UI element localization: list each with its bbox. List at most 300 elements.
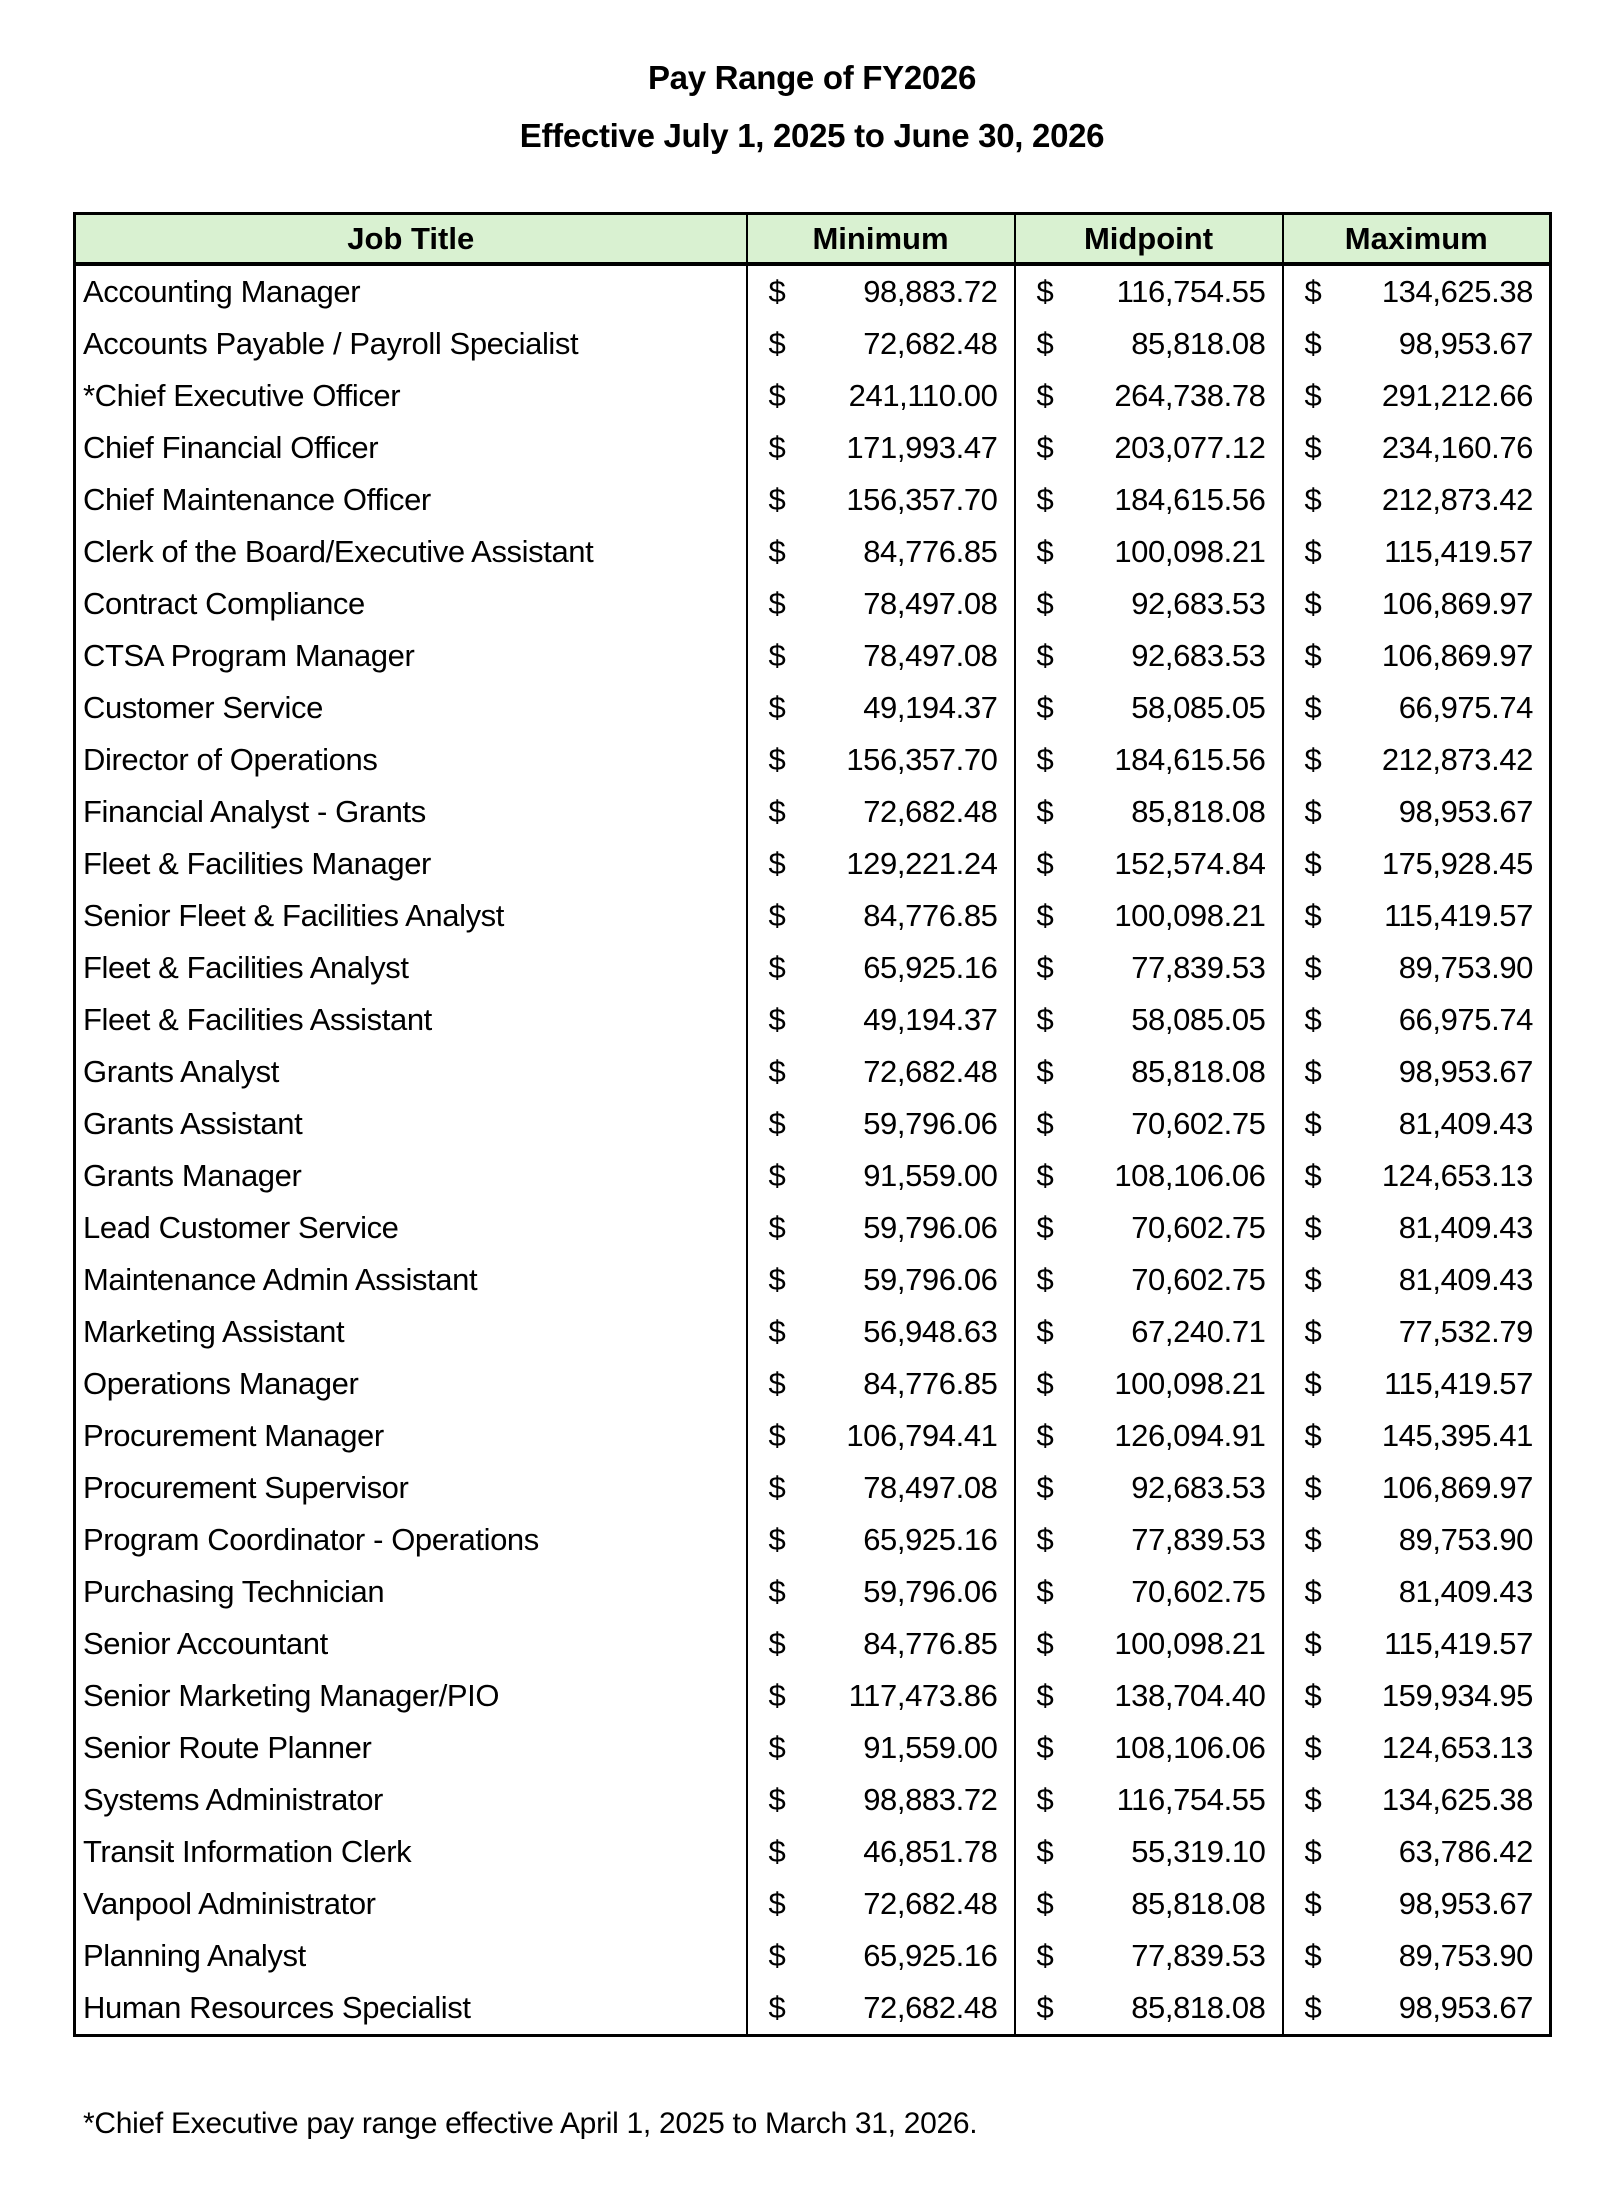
job-title-cell: Purchasing Technician (75, 1566, 747, 1618)
maximum-cell (1283, 890, 1551, 942)
currency-symbol: $ (1304, 482, 1322, 517)
currency-symbol: $ (1036, 274, 1054, 309)
maximum-amount: 234,160.76 (1381, 430, 1533, 465)
maximum-cell (1283, 264, 1551, 318)
job-title-cell: Vanpool Administrator (75, 1878, 747, 1930)
currency-symbol: $ (1304, 690, 1322, 725)
minimum-cell (747, 734, 1015, 786)
table-row (75, 994, 1551, 1046)
midpoint-amount: 264,738.78 (1114, 378, 1266, 413)
table-row (75, 422, 1551, 474)
midpoint-amount: 184,615.56 (1114, 482, 1266, 517)
table-row (75, 1878, 1551, 1930)
maximum-cell (1283, 1150, 1551, 1202)
footnote: *Chief Executive pay range effective April 1, 2025 to March 31, 2026. (83, 2107, 978, 2140)
currency-symbol: $ (1036, 1002, 1054, 1037)
maximum-amount: 98,953.67 (1398, 1054, 1533, 1089)
currency-symbol: $ (768, 534, 786, 569)
currency-symbol: $ (768, 1002, 786, 1037)
table-row (75, 318, 1551, 370)
currency-symbol: $ (1036, 1314, 1054, 1349)
maximum-amount: 98,953.67 (1398, 1886, 1533, 1921)
currency-symbol: $ (1036, 1470, 1054, 1505)
job-title-cell: Grants Assistant (75, 1098, 747, 1150)
currency-symbol: $ (1036, 482, 1054, 517)
maximum-cell (1283, 1358, 1551, 1410)
maximum-cell (1283, 1514, 1551, 1566)
midpoint-cell (1015, 890, 1283, 942)
midpoint-amount: 138,704.40 (1114, 1678, 1266, 1713)
currency-symbol: $ (1036, 1262, 1054, 1297)
job-title-cell: Senior Fleet & Facilities Analyst (75, 890, 747, 942)
currency-symbol: $ (768, 742, 786, 777)
currency-symbol: $ (1036, 1834, 1054, 1869)
table-row (75, 370, 1551, 422)
table-row (75, 1670, 1551, 1722)
currency-symbol: $ (1036, 326, 1054, 361)
midpoint-amount: 85,818.08 (1131, 1990, 1266, 2025)
maximum-cell (1283, 734, 1551, 786)
currency-symbol: $ (1304, 534, 1322, 569)
currency-symbol: $ (1304, 1470, 1322, 1505)
maximum-cell (1283, 1826, 1551, 1878)
maximum-cell (1283, 1410, 1551, 1462)
minimum-amount: 91,559.00 (863, 1730, 998, 1765)
minimum-cell (747, 1202, 1015, 1254)
job-title-cell: Transit Information Clerk (75, 1826, 747, 1878)
currency-symbol: $ (768, 846, 786, 881)
table-row (75, 1306, 1551, 1358)
currency-symbol: $ (1036, 1366, 1054, 1401)
currency-symbol: $ (1304, 1574, 1322, 1609)
minimum-cell (747, 1670, 1015, 1722)
job-title-cell: Marketing Assistant (75, 1306, 747, 1358)
minimum-cell (747, 994, 1015, 1046)
job-title-cell: Senior Accountant (75, 1618, 747, 1670)
maximum-cell (1283, 1566, 1551, 1618)
midpoint-cell (1015, 994, 1283, 1046)
maximum-amount: 175,928.45 (1381, 846, 1533, 881)
table-header-row (75, 214, 1551, 265)
maximum-amount: 159,934.95 (1381, 1678, 1533, 1713)
job-title-cell: *Chief Executive Officer (75, 370, 747, 422)
minimum-amount: 46,851.78 (863, 1834, 998, 1869)
minimum-cell (747, 630, 1015, 682)
maximum-amount: 106,869.97 (1381, 586, 1533, 621)
currency-symbol: $ (768, 1470, 786, 1505)
table-row (75, 1254, 1551, 1306)
currency-symbol: $ (1036, 950, 1054, 985)
currency-symbol: $ (1304, 1782, 1322, 1817)
midpoint-cell (1015, 1514, 1283, 1566)
currency-symbol: $ (1036, 1626, 1054, 1661)
midpoint-cell (1015, 1722, 1283, 1774)
currency-symbol: $ (768, 586, 786, 621)
currency-symbol: $ (1304, 1054, 1322, 1089)
pay-range-table (73, 212, 1552, 2037)
currency-symbol: $ (768, 1730, 786, 1765)
minimum-cell (747, 1462, 1015, 1514)
currency-symbol: $ (1304, 1418, 1322, 1453)
maximum-cell (1283, 1878, 1551, 1930)
currency-symbol: $ (768, 1782, 786, 1817)
midpoint-amount: 70,602.75 (1131, 1574, 1266, 1609)
maximum-amount: 115,419.57 (1384, 1626, 1533, 1661)
minimum-amount: 98,883.72 (863, 274, 998, 309)
midpoint-cell (1015, 786, 1283, 838)
currency-symbol: $ (1036, 1210, 1054, 1245)
midpoint-amount: 100,098.21 (1114, 1626, 1266, 1661)
currency-symbol: $ (1304, 1366, 1322, 1401)
midpoint-amount: 67,240.71 (1131, 1314, 1266, 1349)
currency-symbol: $ (1304, 1002, 1322, 1037)
currency-symbol: $ (1304, 1210, 1322, 1245)
minimum-amount: 72,682.48 (863, 794, 998, 829)
midpoint-amount: 152,574.84 (1114, 846, 1266, 881)
maximum-cell (1283, 1306, 1551, 1358)
midpoint-cell (1015, 630, 1283, 682)
minimum-amount: 78,497.08 (863, 586, 998, 621)
minimum-cell (747, 1046, 1015, 1098)
header-minimum: Minimum (747, 214, 1015, 265)
currency-symbol: $ (768, 638, 786, 673)
table-row (75, 1826, 1551, 1878)
minimum-cell (747, 474, 1015, 526)
table-row (75, 630, 1551, 682)
currency-symbol: $ (1304, 1314, 1322, 1349)
minimum-cell (747, 1982, 1015, 2036)
midpoint-amount: 85,818.08 (1131, 1886, 1266, 1921)
maximum-amount: 98,953.67 (1398, 326, 1533, 361)
maximum-amount: 89,753.90 (1398, 1938, 1533, 1973)
minimum-amount: 49,194.37 (863, 1002, 998, 1037)
currency-symbol: $ (1304, 1262, 1322, 1297)
minimum-cell (747, 1254, 1015, 1306)
table-row (75, 1566, 1551, 1618)
maximum-cell (1283, 1722, 1551, 1774)
minimum-cell (747, 1358, 1015, 1410)
job-title-cell: Systems Administrator (75, 1774, 747, 1826)
midpoint-amount: 116,754.55 (1116, 1782, 1266, 1817)
currency-symbol: $ (1036, 794, 1054, 829)
currency-symbol: $ (768, 1210, 786, 1245)
currency-symbol: $ (1304, 586, 1322, 621)
currency-symbol: $ (768, 1158, 786, 1193)
minimum-cell (747, 1878, 1015, 1930)
maximum-amount: 77,532.79 (1398, 1314, 1533, 1349)
minimum-amount: 129,221.24 (846, 846, 998, 881)
job-title-cell: CTSA Program Manager (75, 630, 747, 682)
currency-symbol: $ (768, 274, 786, 309)
minimum-amount: 241,110.00 (848, 378, 998, 413)
midpoint-cell (1015, 838, 1283, 890)
maximum-amount: 98,953.67 (1398, 794, 1533, 829)
midpoint-amount: 108,106.06 (1114, 1158, 1266, 1193)
currency-symbol: $ (1304, 1990, 1322, 2025)
currency-symbol: $ (1036, 742, 1054, 777)
job-title-cell: Contract Compliance (75, 578, 747, 630)
maximum-cell (1283, 318, 1551, 370)
midpoint-cell (1015, 474, 1283, 526)
table-row (75, 734, 1551, 786)
midpoint-cell (1015, 422, 1283, 474)
currency-symbol: $ (1304, 846, 1322, 881)
currency-symbol: $ (768, 1678, 786, 1713)
table-row (75, 1098, 1551, 1150)
table-row (75, 1410, 1551, 1462)
table-row (75, 1722, 1551, 1774)
currency-symbol: $ (768, 1106, 786, 1141)
midpoint-amount: 58,085.05 (1131, 1002, 1266, 1037)
midpoint-cell (1015, 526, 1283, 578)
minimum-cell (747, 1514, 1015, 1566)
midpoint-cell (1015, 1150, 1283, 1202)
minimum-amount: 49,194.37 (863, 690, 998, 725)
minimum-amount: 59,796.06 (863, 1210, 998, 1245)
currency-symbol: $ (768, 1834, 786, 1869)
header-midpoint: Midpoint (1015, 214, 1283, 265)
midpoint-cell (1015, 1202, 1283, 1254)
minimum-cell (747, 1930, 1015, 1982)
minimum-cell (747, 942, 1015, 994)
maximum-amount: 106,869.97 (1381, 638, 1533, 673)
minimum-cell (747, 264, 1015, 318)
job-title-cell: Maintenance Admin Assistant (75, 1254, 747, 1306)
maximum-amount: 89,753.90 (1398, 1522, 1533, 1557)
currency-symbol: $ (768, 898, 786, 933)
minimum-amount: 84,776.85 (863, 898, 998, 933)
maximum-cell (1283, 630, 1551, 682)
currency-symbol: $ (1304, 1730, 1322, 1765)
minimum-amount: 106,794.41 (846, 1418, 998, 1453)
midpoint-amount: 77,839.53 (1131, 1522, 1266, 1557)
currency-symbol: $ (768, 326, 786, 361)
job-title-cell: Financial Analyst - Grants (75, 786, 747, 838)
midpoint-amount: 100,098.21 (1114, 1366, 1266, 1401)
midpoint-cell (1015, 1618, 1283, 1670)
midpoint-cell (1015, 1254, 1283, 1306)
currency-symbol: $ (768, 1262, 786, 1297)
maximum-amount: 81,409.43 (1398, 1106, 1533, 1141)
table-row (75, 1358, 1551, 1410)
table-row (75, 1462, 1551, 1514)
maximum-amount: 134,625.38 (1381, 274, 1533, 309)
job-title-cell: Senior Route Planner (75, 1722, 747, 1774)
maximum-cell (1283, 682, 1551, 734)
midpoint-amount: 70,602.75 (1131, 1262, 1266, 1297)
table-row (75, 1618, 1551, 1670)
midpoint-cell (1015, 1982, 1283, 2036)
minimum-cell (747, 1826, 1015, 1878)
job-title-cell: Fleet & Facilities Analyst (75, 942, 747, 994)
currency-symbol: $ (1036, 846, 1054, 881)
midpoint-amount: 70,602.75 (1131, 1210, 1266, 1245)
job-title-cell: Fleet & Facilities Assistant (75, 994, 747, 1046)
currency-symbol: $ (1036, 1782, 1054, 1817)
minimum-amount: 72,682.48 (863, 1990, 998, 2025)
midpoint-cell (1015, 1462, 1283, 1514)
currency-symbol: $ (1036, 1886, 1054, 1921)
midpoint-amount: 100,098.21 (1114, 898, 1266, 933)
maximum-cell (1283, 1254, 1551, 1306)
midpoint-cell (1015, 1098, 1283, 1150)
currency-symbol: $ (1036, 1938, 1054, 1973)
maximum-cell (1283, 474, 1551, 526)
midpoint-cell (1015, 1410, 1283, 1462)
midpoint-amount: 77,839.53 (1131, 950, 1266, 985)
document-subtitle: Effective July 1, 2025 to June 30, 2026 (519, 117, 1105, 154)
currency-symbol: $ (768, 1574, 786, 1609)
maximum-cell (1283, 838, 1551, 890)
table-row (75, 890, 1551, 942)
currency-symbol: $ (1036, 430, 1054, 465)
minimum-cell (747, 682, 1015, 734)
currency-symbol: $ (1304, 1938, 1322, 1973)
maximum-cell (1283, 526, 1551, 578)
midpoint-amount: 85,818.08 (1131, 326, 1266, 361)
table-row (75, 1930, 1551, 1982)
minimum-amount: 72,682.48 (863, 1886, 998, 1921)
minimum-cell (747, 1566, 1015, 1618)
table-row (75, 942, 1551, 994)
maximum-cell (1283, 1098, 1551, 1150)
midpoint-cell (1015, 1826, 1283, 1878)
table-row (75, 578, 1551, 630)
currency-symbol: $ (1304, 378, 1322, 413)
table-row (75, 1202, 1551, 1254)
currency-symbol: $ (1304, 430, 1322, 465)
minimum-cell (747, 1306, 1015, 1358)
maximum-cell (1283, 422, 1551, 474)
maximum-amount: 115,419.57 (1384, 1366, 1533, 1401)
maximum-cell (1283, 578, 1551, 630)
minimum-cell (747, 786, 1015, 838)
midpoint-cell (1015, 1878, 1283, 1930)
currency-symbol: $ (1304, 326, 1322, 361)
minimum-amount: 65,925.16 (863, 1522, 998, 1557)
minimum-amount: 78,497.08 (863, 1470, 998, 1505)
currency-symbol: $ (1036, 1054, 1054, 1089)
midpoint-amount: 58,085.05 (1131, 690, 1266, 725)
currency-symbol: $ (1036, 1106, 1054, 1141)
table-row (75, 1514, 1551, 1566)
maximum-amount: 98,953.67 (1398, 1990, 1533, 2025)
currency-symbol: $ (1304, 950, 1322, 985)
minimum-amount: 72,682.48 (863, 326, 998, 361)
currency-symbol: $ (768, 794, 786, 829)
midpoint-amount: 77,839.53 (1131, 1938, 1266, 1973)
minimum-amount: 65,925.16 (863, 950, 998, 985)
maximum-cell (1283, 1462, 1551, 1514)
maximum-amount: 63,786.42 (1398, 1834, 1533, 1869)
currency-symbol: $ (1304, 1678, 1322, 1713)
midpoint-cell (1015, 734, 1283, 786)
currency-symbol: $ (1036, 378, 1054, 413)
currency-symbol: $ (768, 1522, 786, 1557)
midpoint-cell (1015, 370, 1283, 422)
currency-symbol: $ (1036, 586, 1054, 621)
minimum-amount: 84,776.85 (863, 534, 998, 569)
midpoint-cell (1015, 1358, 1283, 1410)
midpoint-cell (1015, 1306, 1283, 1358)
maximum-cell (1283, 994, 1551, 1046)
maximum-cell (1283, 786, 1551, 838)
table-row (75, 786, 1551, 838)
job-title-cell: Customer Service (75, 682, 747, 734)
job-title-cell: Accounts Payable / Payroll Specialist (75, 318, 747, 370)
table-row (75, 1150, 1551, 1202)
maximum-cell (1283, 1930, 1551, 1982)
maximum-amount: 81,409.43 (1398, 1210, 1533, 1245)
job-title-cell: Director of Operations (75, 734, 747, 786)
table-row (75, 1982, 1551, 2036)
minimum-cell (747, 422, 1015, 474)
midpoint-cell (1015, 1566, 1283, 1618)
job-title-cell: Chief Maintenance Officer (75, 474, 747, 526)
midpoint-cell (1015, 578, 1283, 630)
minimum-cell (747, 1150, 1015, 1202)
job-title-cell: Accounting Manager (75, 264, 747, 318)
job-title-cell: Clerk of the Board/Executive Assistant (75, 526, 747, 578)
minimum-amount: 117,473.86 (848, 1678, 998, 1713)
currency-symbol: $ (1304, 1834, 1322, 1869)
currency-symbol: $ (1036, 1418, 1054, 1453)
job-title-cell: Operations Manager (75, 1358, 747, 1410)
minimum-amount: 156,357.70 (846, 482, 998, 517)
midpoint-amount: 92,683.53 (1131, 586, 1266, 621)
minimum-cell (747, 1410, 1015, 1462)
minimum-amount: 91,559.00 (863, 1158, 998, 1193)
currency-symbol: $ (768, 1366, 786, 1401)
minimum-cell (747, 578, 1015, 630)
currency-symbol: $ (1036, 1990, 1054, 2025)
table-row (75, 1774, 1551, 1826)
midpoint-cell (1015, 682, 1283, 734)
minimum-amount: 156,357.70 (846, 742, 998, 777)
maximum-amount: 115,419.57 (1384, 534, 1533, 569)
maximum-cell (1283, 942, 1551, 994)
midpoint-amount: 85,818.08 (1131, 794, 1266, 829)
currency-symbol: $ (1304, 742, 1322, 777)
minimum-amount: 84,776.85 (863, 1626, 998, 1661)
currency-symbol: $ (1304, 638, 1322, 673)
minimum-cell (747, 1618, 1015, 1670)
currency-symbol: $ (768, 690, 786, 725)
minimum-cell (747, 370, 1015, 422)
table-row (75, 264, 1551, 318)
currency-symbol: $ (768, 1990, 786, 2025)
maximum-amount: 124,653.13 (1381, 1730, 1533, 1765)
midpoint-amount: 92,683.53 (1131, 638, 1266, 673)
table-row (75, 682, 1551, 734)
midpoint-cell (1015, 264, 1283, 318)
midpoint-amount: 100,098.21 (1114, 534, 1266, 569)
currency-symbol: $ (768, 1886, 786, 1921)
job-title-cell: Planning Analyst (75, 1930, 747, 1982)
midpoint-cell (1015, 318, 1283, 370)
currency-symbol: $ (1304, 794, 1322, 829)
maximum-amount: 81,409.43 (1398, 1262, 1533, 1297)
maximum-amount: 145,395.41 (1381, 1418, 1533, 1453)
currency-symbol: $ (1304, 1158, 1322, 1193)
midpoint-amount: 108,106.06 (1114, 1730, 1266, 1765)
minimum-amount: 59,796.06 (863, 1574, 998, 1609)
table-row (75, 526, 1551, 578)
midpoint-cell (1015, 1670, 1283, 1722)
table-row (75, 838, 1551, 890)
currency-symbol: $ (1036, 1158, 1054, 1193)
maximum-amount: 291,212.66 (1381, 378, 1533, 413)
